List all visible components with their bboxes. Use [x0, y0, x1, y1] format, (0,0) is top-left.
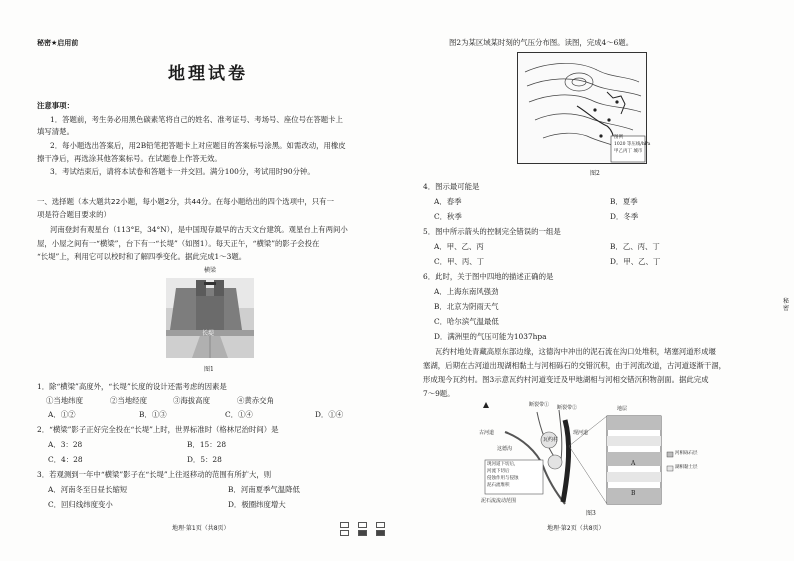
q1-item: ②当地经度	[110, 396, 147, 405]
debris-flow-label: 泥石流流动范围	[481, 498, 517, 504]
notice-title: 注意事项：	[37, 101, 74, 110]
question-1: 1．除“横梁”高度外，“长堤”长度的设计还需考虑的因素是	[37, 382, 227, 391]
secret-label: 秘密★启用前	[37, 39, 79, 47]
q2-option-a: A．3：28	[48, 440, 83, 449]
question-4: 4．图示最可能是	[423, 182, 480, 191]
intro-line: 河南登封有观星台（113°E，34°N），是中国现存最早的古天文台建筑。观星台上有两间小	[50, 225, 348, 234]
intro-fig2: 图2为某区域某时刻的气压分布图。读图，完成4～6题。	[449, 38, 634, 47]
fig3-note: 泥石流堆积	[487, 483, 510, 488]
village-label: 瓦约村	[543, 437, 559, 443]
figure-2-pressure-map	[517, 52, 651, 164]
q3-option-a: A．河南冬至日昼长缩短	[48, 485, 128, 494]
intro-line: “长堤”上，利用它可以校时和了解四季变化。据此完成1～3题。	[37, 252, 247, 261]
right-page	[397, 0, 794, 561]
figure-3-caption: 图3	[586, 510, 596, 517]
ancient-river-label: 古河道	[479, 430, 495, 436]
fault-1-label: 断裂带①	[529, 402, 550, 408]
fig2-legend-city: 甲乙丙丁 城市	[614, 149, 643, 154]
q2-option-d: D．5：28	[187, 455, 222, 464]
intro-line: 形成现今瓦约村。图3示意瓦约村河道变迁及甲地湖相与河相交错沉积物剖面。据此完成	[423, 375, 709, 384]
q1-item: ④黄赤交角	[237, 396, 274, 405]
intro-line: 塞湖，后期在古河道出现湖相黏土与河相砾石的交错沉积，由于河流改道，古河道逐渐干涸，	[423, 361, 727, 370]
q1-option-c: C．①④	[225, 410, 253, 419]
gully-label: 这德沟	[497, 446, 513, 452]
observatory-photo	[166, 268, 254, 358]
question-5: 5．图中所示箭头的控制完全错误的一组是	[423, 227, 561, 236]
figure-1-observatory	[166, 268, 254, 358]
q4-option-a: A．春季	[434, 197, 462, 206]
q3-option-d: D．极圈纬度增大	[228, 500, 286, 509]
q6-option-c: C．哈尔滨气温最低	[434, 317, 499, 326]
beam-label: 横梁	[204, 267, 217, 274]
q4-option-b: B．夏季	[610, 197, 638, 206]
intro-line: 瓦约村地处青藏高原东部边缘，这德沟中冲出的泥石流在沟口处堆积，堵塞河道形成堰	[435, 347, 716, 356]
section-heading: 项是符合题目要求的）	[37, 210, 111, 219]
q4-option-d: D．冬季	[610, 212, 639, 221]
fig3-note: 河流下切后	[487, 469, 510, 474]
notice-line: 填写清楚。	[37, 127, 74, 136]
clay-legend: 湖相黏土层	[675, 465, 698, 470]
fig3-note: 侵蚀作用与侵蚀	[487, 476, 519, 481]
q3-option-c: C．回归线纬度变小	[48, 500, 113, 509]
figure-3-village-map	[477, 402, 698, 507]
notice-line: 3．考试结束后，请将本试卷和答题卡一并交回。满分100分，考试用时90分钟。	[50, 167, 315, 176]
q6-option-b: B．北京为阴雨天气	[434, 302, 499, 311]
q6-option-a: A．上海东南风强劲	[434, 287, 499, 296]
q1-option-b: B．①③	[139, 410, 167, 419]
page-footer: 地理·第1页（共8页）	[172, 525, 230, 532]
q3-option-b: B．河南夏季气温降低	[228, 485, 300, 494]
notice-line: 2．每小题选出答案后，用2B铅笔把答题卡上对应题目的答案标号涂黑。如需改动，用橡皮	[50, 141, 346, 150]
q2-option-b: B．15：28	[187, 440, 227, 449]
intro-line: 屋，小屋之间有一“横梁”，台下有一“长堤”（如图1）。每天正午，“横梁”的影子会投在	[37, 239, 320, 248]
q4-option-c: C．秋季	[434, 212, 462, 221]
q1-item: ③海拔高度	[173, 396, 210, 405]
figure-1-caption: 图1	[204, 366, 214, 373]
layer-a-label: A	[631, 460, 636, 467]
figure-2-caption: 图2	[590, 170, 600, 177]
strata-label: 地层	[617, 406, 628, 412]
gravel-legend: 河相砾石层	[675, 451, 698, 456]
intro-line: 7～9题。	[423, 389, 455, 398]
fig3-note: 现河道下切后，	[487, 462, 519, 467]
page-title: 地理试卷	[168, 64, 248, 84]
q5-option-c: C．甲、丙、丁	[434, 257, 484, 266]
notice-line: 擦干净后，再选涂其他答案标号。在试题卷上作答无效。	[37, 154, 222, 163]
q1-option-d: D．①④	[315, 410, 344, 419]
q5-option-b: B．乙、丙、丁	[610, 242, 660, 251]
fig2-legend-isobar: 1020 等压线/hPa	[614, 142, 651, 147]
page-marks	[340, 522, 397, 538]
dike-label: 长堤	[202, 330, 215, 337]
question-3: 3．若观测到一年中“横梁”影子在“长堤”上往返移动的范围有所扩大，则	[37, 470, 272, 479]
page-footer: 地理·第2页（共8页）	[547, 525, 605, 532]
river-diagram	[477, 402, 687, 507]
q1-option-a: A．①②	[48, 410, 76, 419]
q1-item: ①当地纬度	[46, 396, 83, 405]
fault-2-label: 断裂带②	[557, 405, 578, 411]
section-heading: 一、选择题（本大题共22小题，每小题2分，共44分。在每小题给出的四个选项中，只有一	[37, 197, 334, 206]
notice-line: 1．答题前，考生务必用黑色碳素笔将自己的姓名、准考证号、考场号、座位号在答题卡上	[50, 115, 343, 124]
current-river-label: 现河道	[573, 430, 589, 436]
q2-option-c: C．4：28	[48, 455, 83, 464]
fig2-legend-title: 图例	[614, 135, 623, 140]
q5-option-a: A．甲、乙、丙	[434, 242, 484, 251]
q6-option-d: D．满洲里的气压可能为1037hpa	[434, 332, 547, 341]
side-label: 秘密	[783, 298, 790, 312]
q5-option-d: D．甲、乙、丁	[610, 257, 661, 266]
question-2: 2．“横梁”影子正好完全投在“长堤”上时，世界标准时（格林尼治时间）是	[37, 425, 279, 434]
question-6: 6．此时，关于图中四地的描述正确的是	[423, 272, 554, 281]
layer-b-label: B	[631, 490, 636, 497]
